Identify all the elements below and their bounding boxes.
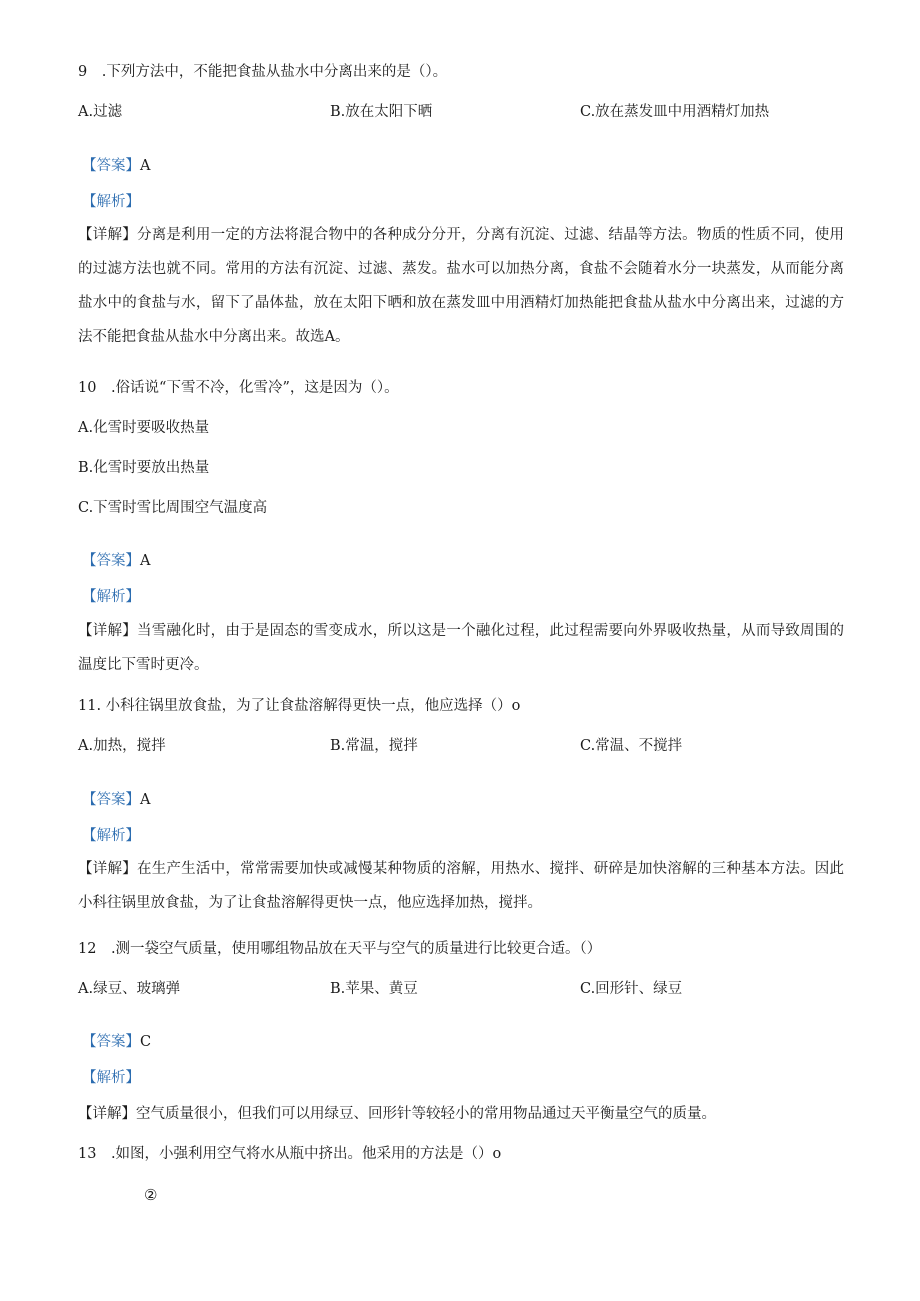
q11-option-b: B.常温，搅拌	[330, 738, 418, 754]
q10-question: 10 .俗话说“下雪不冷，化雪冷”，这是因为（）。	[78, 380, 399, 396]
q12-detail	[78, 1104, 716, 1124]
analysis-tag: 【解析】	[82, 194, 140, 210]
q9-answer	[82, 156, 150, 176]
answer-tag: 【答案】	[82, 553, 140, 569]
q12-analysis	[82, 1068, 140, 1088]
q10-option-c: C.下雪时雪比周围空气温度高	[78, 500, 268, 516]
q11-option-c: C.常温、不搅拌	[580, 738, 683, 754]
answer-tag: 【答案】	[82, 1034, 140, 1050]
q12-option-b: B.苹果、黄豆	[330, 981, 418, 997]
q11-detail	[78, 852, 844, 920]
q11-answer	[82, 790, 150, 810]
q10-answer	[82, 551, 150, 571]
q10-analysis	[82, 587, 140, 607]
analysis-tag: 【解析】	[82, 828, 140, 844]
q13-question: 13 .如图，小强利用空气将水从瓶中挤出。他采用的方法是（）o	[78, 1146, 502, 1162]
q9-option-b: B.放在太阳下晒	[330, 104, 433, 120]
q9-option-c: C.放在蒸发皿中用酒精灯加热	[580, 104, 770, 120]
q13-figure-label: ②	[144, 1186, 158, 1204]
answer-value: A	[140, 158, 151, 174]
answer-value: A	[140, 792, 151, 808]
q12-option-c: C.回形针、绿豆	[580, 981, 683, 997]
q9-question: 9 .下列方法中，不能把食盐从盐水中分离出来的是（）。	[78, 64, 448, 80]
q11-analysis	[82, 826, 140, 846]
q10-detail	[78, 614, 844, 682]
answer-tag: 【答案】	[82, 792, 140, 808]
answer-value: A	[140, 553, 151, 569]
answer-value: C	[140, 1034, 152, 1050]
q12-answer	[82, 1032, 151, 1052]
detail-text: 空气质量很小，但我们可以用绿豆、回形针等较轻小的常用物品通过天平衡量空气的质量。	[136, 1106, 716, 1122]
q12-question: 12 .测一袋空气质量，使用哪组物品放在天平与空气的质量进行比较更合适。（）	[78, 941, 602, 957]
q12-option-a: A.绿豆、玻璃弹	[78, 981, 181, 997]
analysis-tag: 【解析】	[82, 589, 140, 605]
q10-option-a: A.化雪时要吸收热量	[78, 420, 210, 436]
detail-text: 在生产生活中，常常需要加快或减慢某种物质的溶解，用热水、搅拌、研碎是加快溶解的三种基本方法。因此小科往锅里放食盐，为了让食盐溶解得更快一点，他应选择加热，搅拌。	[78, 861, 845, 911]
detail-tag: 【详解】	[78, 861, 137, 877]
detail-text: 当雪融化时，由于是固态的雪变成水，所以这是一个融化过程，此过程需要向外界吸收热量，从而导致周围的温度比下雪时更冷。	[78, 623, 845, 673]
detail-text: 分离是利用一定的方法将混合物中的各种成分分开，分离有沉淀、过滤、结晶等方法。物质的性质不同，使用的过滤方法也就不同。常用的方法有沉淀、过滤、蒸发。盐水可以加热分离，食盐不会随着水分一块蒸发，从而能分离盐水中的食盐与水，留下了晶体盐，放在太阳下晒和放在蒸发皿中用酒精灯加热能把食盐从盐水中分离出来，过滤的方法不能把食盐从盐水中分离出来。故选A。	[78, 227, 845, 345]
detail-tag: 【详解】	[78, 623, 137, 639]
q9-detail	[78, 218, 844, 354]
analysis-tag: 【解析】	[82, 1070, 140, 1086]
answer-tag: 【答案】	[82, 158, 140, 174]
q11-question: 11. 小科往锅里放食盐，为了让食盐溶解得更快一点，他应选择（）o	[78, 698, 521, 714]
detail-tag: 【详解】	[78, 1106, 136, 1122]
q9-analysis	[82, 192, 140, 212]
q9-option-a: A.过滤	[78, 104, 123, 120]
detail-tag: 【详解】	[78, 227, 137, 243]
q11-option-a: A.加热，搅拌	[78, 738, 166, 754]
q10-option-b: B.化雪时要放出热量	[78, 460, 210, 476]
